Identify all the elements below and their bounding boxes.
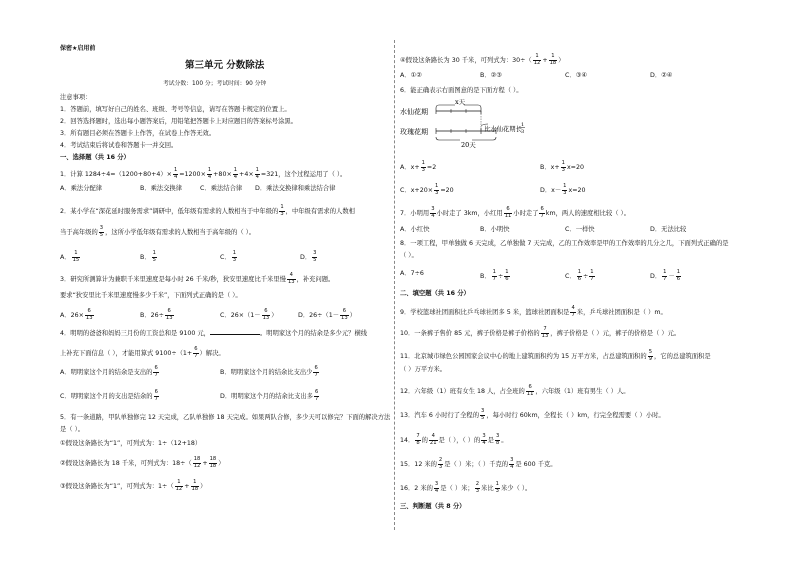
question-10: 10．一条裤子售价 85 元，裤子价格是裤子价格的 $\frac{7}{13}$ ，裤子价格是（ ）元，裤子的价格是（ ）元。 [400,326,681,339]
option-c: C．乘法结合律 [200,185,243,192]
question-16: 16．2 米的 $\frac{3}{4}$ 是（ ）米； $\frac{2}{3}$ 米比 $\frac{1}{3}$ 米少（ ）。 [400,481,532,494]
option-a: A．7÷6 [400,270,424,277]
option-d: D．x－ $\frac{1}{3}$ x=20 [540,183,586,196]
note-item: 3．所有题目必须在答题卡上作答，在试卷上作答无效。 [60,130,216,137]
option-c: C．26×（1－ $\frac{6}{13}$ ） [220,308,278,321]
option-a: A．26× $\frac{6}{13}$ [60,308,93,321]
option-a: A．小红快 [400,226,430,233]
option-d: D．乘法交换律和乘法结合律 [255,185,336,192]
diagram-row2-label: 玫瑰花期 [400,128,428,136]
diagram-top-label: x天 [455,98,466,106]
question-7: 7．小明用 $\frac{3}{4}$ 小时走了 3km，小红用 $\frac{6}{11}$ 小时走了 $\frac{6}{7}$ km，两人的速度相比较（ ）。 [400,206,630,219]
option-a: A．①② [400,72,422,79]
option-d: D．26÷（1－ $\frac{6}{13}$ ） [298,308,356,321]
option-a: A．x+ $\frac{1}{3}$ =2 [400,160,437,173]
method-2: ②假设这条路长为 18 千米，可列式为：18÷（ $\frac{18}{12}$ + $\frac{18}{18}$ ） [60,456,225,469]
question-4: 4．明明的爸爸和妈妈三月份的工资总和是 9100 元， 。明明家这个月的结余是多少元？横线 [60,330,368,337]
option-a: A．明明家这个月的结余是支出的 $\frac{6}{7}$ [60,365,158,378]
question-3: 3．研究所测算计为兼职千米里速度是每小时 26 千米/秒，狄安里速度比千米里慢 $\frac{4}{13}$ ，补充问题。 [60,272,335,285]
question-5: 5．有一条道路，甲队单独修完 12 天完成，乙队单独修 18 天完成。如果两队合修，多少天可以修完？下面的解决方法 [60,414,391,421]
exam-meta: 考试分数：100 分；考试时间：90 分钟 [163,81,267,87]
note-item: 1．答题前，填写好自己的姓名、班级、考号等信息，请写在答题卡规定的位置上。 [60,106,291,113]
question-11-cont: （ ）万平方米。 [400,366,447,373]
diagram-bottom-label: 20天 [461,141,476,149]
option-b: B．小明快 [480,226,510,233]
option-c: C． $\frac{1}{6}$ ÷ $\frac{1}{7}$ [565,269,594,282]
option-d: D．明明家这个月的结余比支出多 $\frac{6}{7}$ [220,389,319,402]
option-b: B．②③ [480,72,502,79]
option-a: A． $\frac{1}{15}$ [60,250,80,263]
notes-heading: 注意事项： [60,94,92,101]
option-b: B．乘法交换律 [140,185,183,192]
question-13: 13．汽车 6 小时行了全程的 $\frac{3}{5}$ ，每小时行 60km，全程长（ ）km，行完全程需要（ ）小时。 [400,408,665,421]
question-6: 6．能正确表示右面图意的是下面方程（ ）。 [400,87,523,94]
note-item: 4．考试结束后将试卷和答题卡一并交回。 [60,142,178,149]
diagram-note: 比水仙花期长 [484,126,522,133]
flower-period-diagram [398,96,528,154]
option-c: C．x+20× $\frac{1}{3}$ =20 [400,183,454,196]
option-d: D． $\frac{1}{7}$ － $\frac{1}{6}$ [650,269,681,282]
method-4: ④假设这条路长为 30 千米，可列式为：30÷（ $\frac{1}{12}$ + $\frac{1}{18}$ ） [400,53,565,66]
option-d: D．无法比较 [650,226,687,233]
method-3: ③假设这条路长为“1”，可列式为：1÷（ $\frac{1}{12}$ + $\frac{1}{18}$ ） [60,479,207,492]
option-d: D． $\frac{3}{5}$ [300,250,317,263]
question-2: 2．某小学在“深花延时服务需求”调研中，低年级有需求的人数相当于中年级的 $\frac{1}{3}$ ，中年级有需求的人数相 [60,204,355,217]
section-heading-judge: 三、判断题（共 8 分） [400,503,466,510]
page-title: 第三单元 分数除法 [185,60,265,71]
option-c: C．一样快 [565,226,595,233]
question-2-cont: 当于高年级的 $\frac{3}{5}$ ，这所小学低年级有需求的人数相当于高年级的（ ）。 [60,225,256,238]
section-heading-choice: 一、选择题（共 16 分） [60,154,130,161]
method-1: ①假设这条路长为“1”，可列式为：1÷（12+18） [60,440,202,447]
question-14: 14． $\frac{7}{8}$ 的 $\frac{4}{21}$ 是（ ），（ ）的 $\frac{3}{4}$ 是 $\frac{3}{8}$ 。 [400,433,508,446]
question-15: 15．12 米的 $\frac{2}{3}$ 是（ ）米；（ ）千克的 $\frac{3}{4}$ 是 600 千克。 [400,457,557,470]
option-c: C．明明家这个月的支出是结余的 $\frac{6}{7}$ [60,389,158,402]
option-b: B． $\frac{1}{5}$ [140,250,156,263]
question-3-cont: 要求“狄安里比千米里速度慢多少千米”，下面列式正确的是（ ）。 [60,292,242,299]
question-11: 11．北京城市绿色公园国家会议中心的地上建筑面积约为 15 万平方米，占总建筑面积的 $\frac{5}{9}$ ，它的总建筑面积是 [400,349,711,362]
option-b: B．x+ $\frac{1}{3}$ x=20 [540,160,584,173]
diagram-row1-label: 水仙花期 [400,108,428,116]
question-8: 8．一项工程，甲单独做 6 天完成，乙单独做 7 天完成，乙的工作效率是甲的工作效率的几分之几，下面列式正确的是 [400,240,729,247]
option-b: B． $\frac{1}{7}$ ÷ $\frac{1}{6}$ [480,269,509,282]
option-d: D．②④ [650,72,673,79]
diagram-note-den: 3 [521,129,525,135]
question-12: 12．六年级（1）班有女生 18 人，占全班的 $\frac{6}{11}$ ，六年级（1）班有男生（ ）人。 [400,384,630,397]
question-8-cont: （ ）。 [400,252,418,259]
option-c: C．③④ [565,72,587,79]
column-divider [394,40,395,530]
question-1: 1．计算 1284÷4=（1200+80+4）× $\frac{1}{4}$ =1200× $\frac{1}{4}$ +80× $\frac{1}{4}$ +4× $\frac{1}{4}$ =321，这个过程运用了（ ）。 [60,167,347,180]
option-b: B．26÷ $\frac{6}{13}$ [140,308,173,321]
section-heading-fill: 二、填空题（共 16 分） [400,290,470,297]
option-a: A．乘法分配律 [60,185,103,192]
option-c: C． $\frac{1}{3}$ [220,250,237,263]
question-5-cont: 是（ ）。 [60,426,85,433]
secret-label: 保密★启用前 [60,45,96,52]
note-item: 2．回答选择题时，选出每小题答案后，用铅笔把答题卡上对应题目的答案标号涂黑。 [60,118,297,125]
question-4-cont: 上补充下面信息（ ），才能用算式 9100÷（1+ $\frac{6}{7}$ ）解决。 [60,346,225,359]
option-b: B．明明家这个月的结余比支出少 $\frac{6}{7}$ [220,365,318,378]
diagram-note-num: 1 [521,122,525,128]
question-9: 9．学校篮球社团面积比乒乓球社团多 5 米，篮球社团面积是 $\frac{4}{7}$ 米，乒乓球社团面积是（ ）m。 [400,305,667,318]
